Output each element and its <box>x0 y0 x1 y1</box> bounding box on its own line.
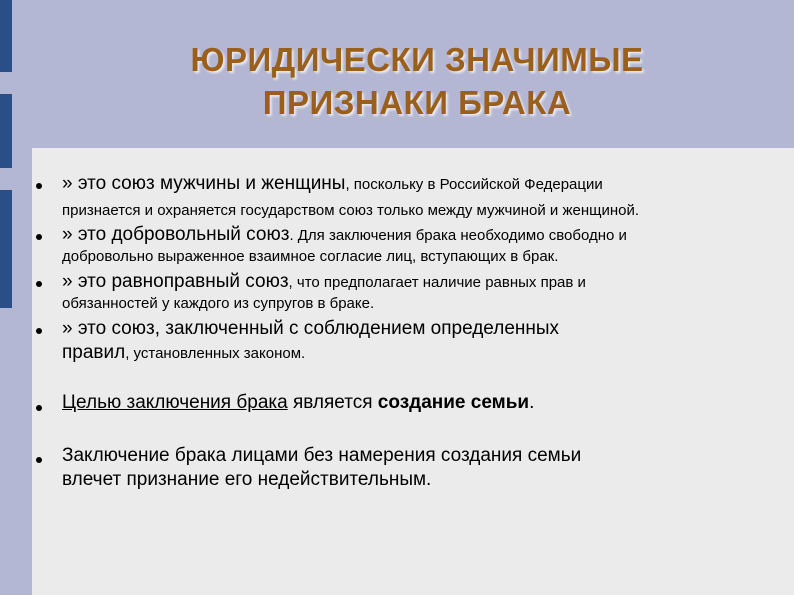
slide-title-line2: ПРИЗНАКИ БРАКА <box>262 84 572 121</box>
item-2-rest: . Для заключения брака необходимо свободно и <box>289 227 627 244</box>
item-1-rest-line2: признается и охраняется государством союз только между мужчиной и женщиной. <box>62 202 639 219</box>
list-item-6 <box>62 444 780 492</box>
item-5-underlined: Целью заключения брака <box>62 392 288 413</box>
item-1-lead: » это союз мужчины и женщины <box>62 173 346 194</box>
item-5-bold: создание семьи <box>377 392 530 413</box>
list-item-3 <box>62 270 780 313</box>
bullet-icon <box>36 405 42 411</box>
decor-stripe-middle <box>0 94 12 168</box>
item-2-rest-line2: добровольно выраженное взаимное согласие лиц, вступающих в брак. <box>62 248 559 265</box>
item-6-line2: влечет признание его недействительным. <box>62 469 432 490</box>
item-3-rest-line2: обязанностей у каждого из супругов в браке. <box>62 295 375 312</box>
bullet-icon <box>36 183 42 189</box>
item-1-rest: , поскольку в Российской Федерации <box>345 176 603 193</box>
item-6-line1: Заключение брака лицами без намерения создания семьи <box>62 445 582 466</box>
bullet-icon <box>36 281 42 287</box>
list-item-2 <box>62 223 780 266</box>
item-4-lead-line1: » это союз, заключенный с соблюдением определенных <box>62 318 560 339</box>
bullet-icon <box>36 234 42 240</box>
item-4-lead-line2: правил <box>62 342 126 363</box>
list-item-5 <box>62 391 780 415</box>
list-item-4 <box>62 317 780 365</box>
item-2-lead: » это добровольный союз <box>62 224 290 245</box>
item-3-rest: , что предполагает наличие равных прав и <box>288 274 586 291</box>
slide-title <box>40 38 794 124</box>
item-4-rest: , установленных законом. <box>125 345 306 362</box>
content-panel <box>32 148 794 595</box>
decor-stripe-top <box>0 0 12 72</box>
bullet-icon <box>36 457 42 463</box>
item-5-middle: является <box>287 392 378 413</box>
list-item-1 <box>62 172 780 220</box>
bullet-icon <box>36 328 42 334</box>
decor-stripe-bottom <box>0 190 12 308</box>
item-5-end: . <box>529 392 535 413</box>
item-3-lead: » это равноправный союз <box>62 271 289 292</box>
slide-title-line1: ЮРИДИЧЕСКИ ЗНАЧИМЫЕ <box>190 41 644 78</box>
